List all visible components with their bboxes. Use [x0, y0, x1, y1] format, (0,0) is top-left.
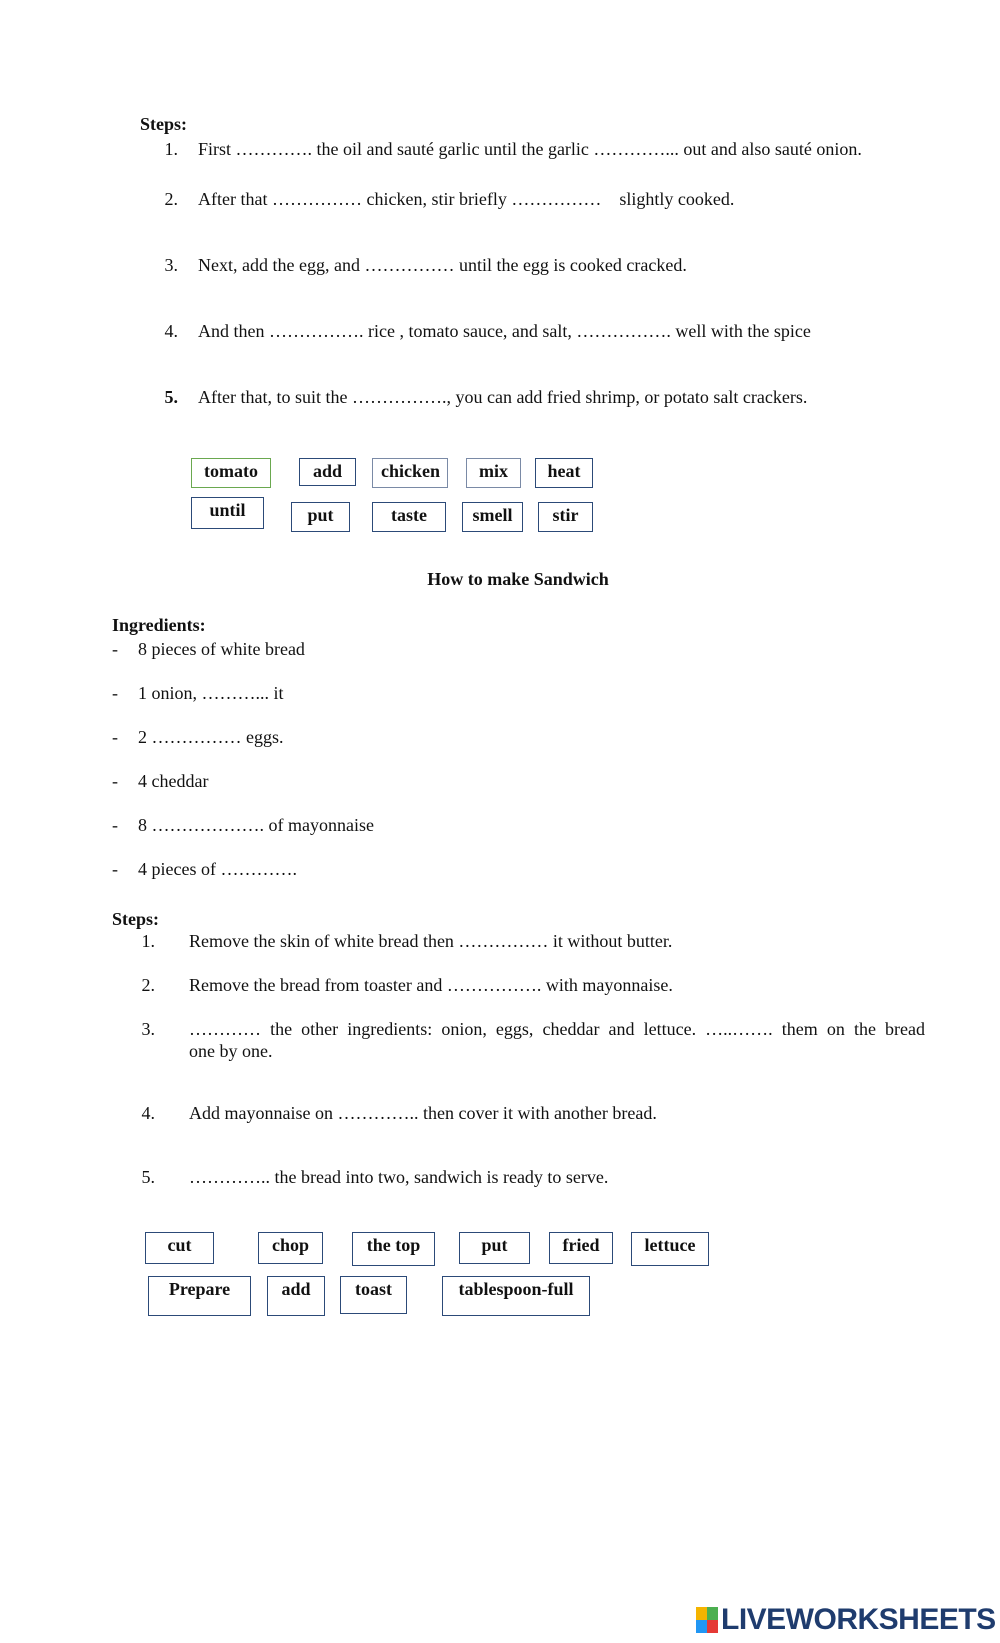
step-number: 3. — [141, 1019, 155, 1039]
step-number: 3. — [164, 255, 178, 275]
word-chip-chop[interactable]: chop — [258, 1232, 323, 1264]
section1-steps-heading: Steps: — [140, 114, 188, 134]
ingredient-text: 8 pieces of white bread — [138, 639, 305, 659]
ingredient-text: 4 cheddar — [138, 771, 209, 791]
word-chip-taste[interactable]: taste — [372, 502, 446, 532]
word-chip-heat[interactable]: heat — [535, 458, 593, 488]
word-chip-prepare[interactable]: Prepare — [148, 1276, 251, 1316]
word-chip-add[interactable]: add — [267, 1276, 325, 1316]
bullet: - — [112, 815, 118, 835]
step-text: After that, to suit the ……………., you can add fried shrimp, or potato salt crackers. — [198, 387, 808, 407]
logo-text: LIVEWORKSHEETS — [721, 1603, 996, 1636]
step-text-line2: one by one. — [189, 1041, 273, 1061]
step-number: 2. — [141, 975, 155, 995]
word-chip-lettuce[interactable]: lettuce — [631, 1232, 709, 1266]
word-chip-chicken[interactable]: chicken — [372, 458, 448, 488]
step-text: Add mayonnaise on ………….. then cover it with another bread. — [189, 1103, 657, 1123]
word-chip-mix[interactable]: mix — [466, 458, 521, 488]
bullet: - — [112, 771, 118, 791]
ingredient-text: 2 …………… eggs. — [138, 727, 284, 747]
step-number: 5. — [141, 1167, 155, 1187]
word-chip-fried[interactable]: fried — [549, 1232, 613, 1264]
word-chip-toast[interactable]: toast — [340, 1276, 407, 1314]
word-chip-the-top[interactable]: the top — [352, 1232, 435, 1266]
step-number: 1. — [141, 931, 155, 951]
step-text: After that …………… chicken, stir briefly …………… slightly cooked. — [198, 189, 735, 209]
word-chip-add[interactable]: add — [299, 458, 356, 486]
logo-mark-icon — [696, 1607, 718, 1633]
word-chip-cut[interactable]: cut — [145, 1232, 214, 1264]
section2-steps-heading: Steps: — [112, 909, 160, 929]
word-chip-put[interactable]: put — [291, 502, 350, 532]
word-chip-tomato[interactable]: tomato — [191, 458, 271, 488]
step-number: 2. — [164, 189, 178, 209]
ingredient-text: 4 pieces of …………. — [138, 859, 297, 879]
bullet: - — [112, 727, 118, 747]
step-number: 4. — [141, 1103, 155, 1123]
bullet: - — [112, 639, 118, 659]
word-chip-tablespoon-full[interactable]: tablespoon-full — [442, 1276, 590, 1316]
ingredient-text: 1 onion, ………... it — [138, 683, 284, 703]
liveworksheets-logo — [696, 1604, 996, 1636]
step-text-line1: ………… the other ingredients: onion, eggs, cheddar and lettuce. …..……. them on the bread — [189, 1019, 925, 1039]
word-chip-smell[interactable]: smell — [462, 502, 523, 532]
bullet: - — [112, 683, 118, 703]
step-text: And then ……………. rice , tomato sauce, and salt, ……………. well with the spice — [198, 321, 811, 341]
step-text: ………….. the bread into two, sandwich is ready to serve. — [189, 1167, 609, 1187]
step-number: 4. — [164, 321, 178, 341]
step-text: First …………. the oil and sauté garlic until the garlic …………... out and also sauté onion. — [198, 139, 862, 159]
word-chip-put[interactable]: put — [459, 1232, 530, 1264]
step-number: 1. — [164, 139, 178, 159]
sandwich-title: How to make Sandwich — [427, 569, 609, 589]
bullet: - — [112, 859, 118, 879]
ingredient-text: 8 ………………. of mayonnaise — [138, 815, 374, 835]
step-text: Next, add the egg, and …………… until the egg is cooked cracked. — [198, 255, 687, 275]
ingredients-heading: Ingredients: — [112, 615, 206, 635]
word-chip-stir[interactable]: stir — [538, 502, 593, 532]
word-chip-until[interactable]: until — [191, 497, 264, 529]
step-number: 5. — [164, 387, 178, 407]
step-text: Remove the bread from toaster and ……………. with mayonnaise. — [189, 975, 673, 995]
step-text: Remove the skin of white bread then …………… it without butter. — [189, 931, 673, 951]
